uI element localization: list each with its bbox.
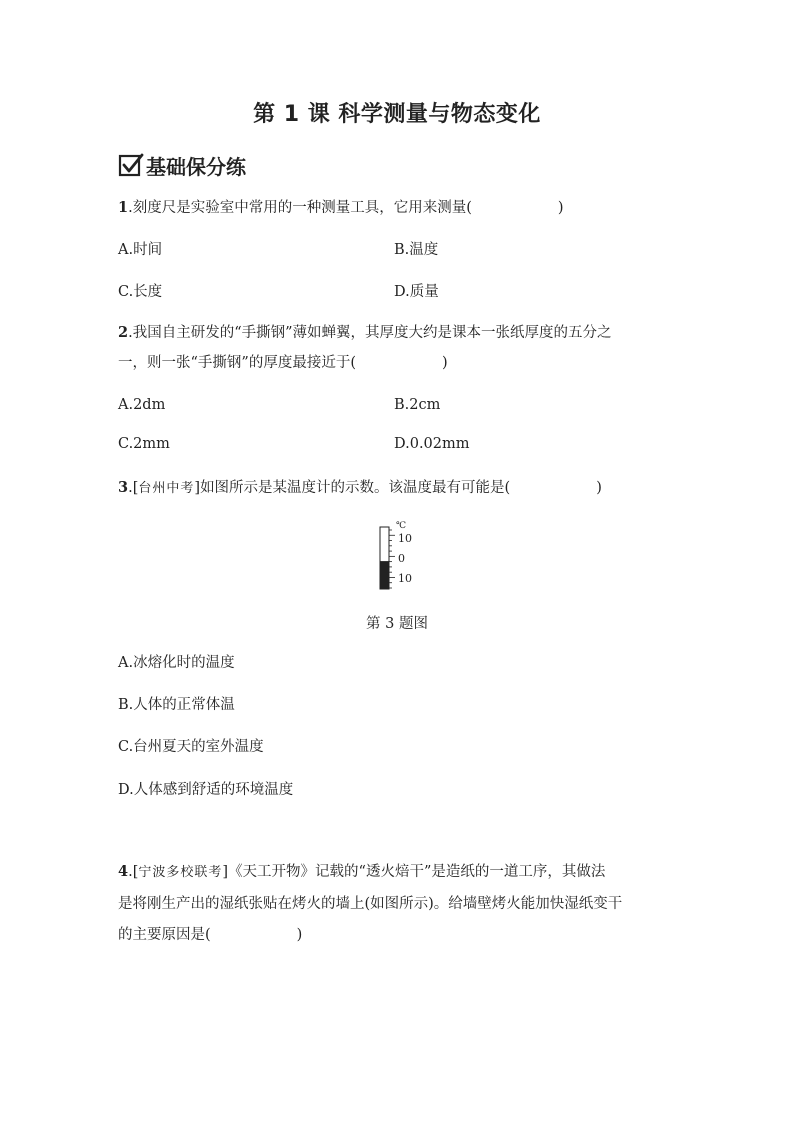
figure-caption: 第 3 题图 <box>366 616 428 632</box>
section-header <box>118 150 246 180</box>
thermometer-label-bottom: 10 <box>398 572 412 585</box>
question-number: 1 <box>118 199 129 216</box>
thermometer-liquid <box>380 561 389 589</box>
q2-option-d: D.0.02mm <box>394 436 470 452</box>
q1-option-c: C.长度 <box>118 284 163 300</box>
thermometer-unit: ℃ <box>396 521 407 531</box>
thermometer-label-zero: 0 <box>398 552 405 565</box>
question-2-text-line2: 一，则一张“手撕钢”的厚度最接近于( ) <box>118 355 448 371</box>
q2-option-b: B.2cm <box>394 397 441 413</box>
question-4-text-line2: 是将刚生产出的湿纸张贴在烤火的墙上(如图所示)。给墙壁烤火能加快湿纸变干 <box>118 896 623 912</box>
question-4-text: 4.[宁波多校联考]《天工开物》记载的“透火焙干”是造纸的一道工序，其做法 <box>118 863 606 880</box>
question-number: 2 <box>118 324 129 341</box>
thermometer-scale <box>389 530 395 588</box>
q2-option-a: A.2dm <box>118 397 166 413</box>
q1-option-a: A.时间 <box>118 242 163 258</box>
question-number: 4 <box>118 863 129 880</box>
thermometer-figure <box>375 520 435 592</box>
q2-option-c: C.2mm <box>118 436 170 452</box>
thermometer-label-top: 10 <box>398 532 412 545</box>
source-tag: 台州中考 <box>138 481 195 496</box>
q3-option-a: A.冰熔化时的温度 <box>118 655 235 671</box>
source-tag: 宁波多校联考 <box>138 865 223 880</box>
question-3-text: 3.[台州中考]如图所示是某温度计的示数。该温度最有可能是( ) <box>118 479 602 496</box>
page-title: 第 1 课 科学测量与物态变化 <box>253 102 541 127</box>
section-title: 基础保分练 <box>146 154 246 179</box>
q3-option-b: B.人体的正常体温 <box>118 697 235 713</box>
question-2-text: 2.我国自主研发的“手撕钢”薄如蝉翼，其厚度大约是课本一张纸厚度的五分之 <box>118 324 612 341</box>
q3-option-d: D.人体感到舒适的环境温度 <box>118 782 294 798</box>
question-number: 3 <box>118 479 129 496</box>
question-1-text: 1.刻度尺是实验室中常用的一种测量工具，它用来测量( ) <box>118 199 564 216</box>
q1-option-b: B.温度 <box>394 242 439 258</box>
q3-option-c: C.台州夏天的室外温度 <box>118 739 264 755</box>
q1-option-d: D.质量 <box>394 284 439 300</box>
checkbox-icon <box>118 152 144 178</box>
question-4-text-line3: 的主要原因是( ) <box>118 927 303 943</box>
